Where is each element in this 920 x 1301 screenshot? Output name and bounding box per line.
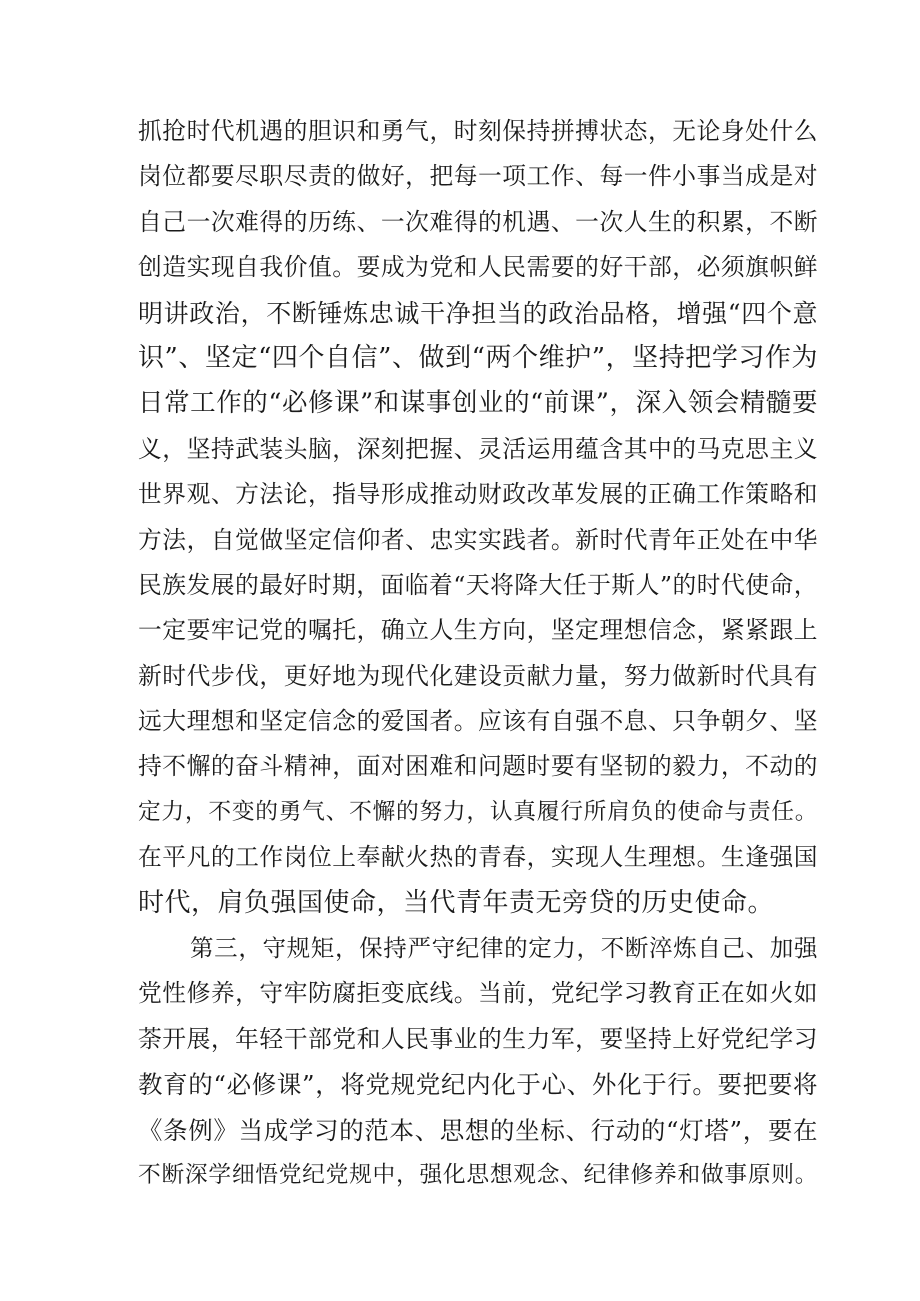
text-line: 世界观、方法论，指导形成推动财政改革发展的正确工作策略和 (138, 480, 818, 509)
text-line: 荼开展，年轻干部党和人民事业的生力军，要坚持上好党纪学习 (138, 1024, 818, 1053)
text-line: 一定要牢记党的嘱托，确立人生方向，坚定理想信念，紧紧跟上 (138, 616, 818, 645)
text-line: 日常工作的“必修课”和谋事创业的“前课”，深入领会精髓要 (138, 388, 818, 419)
text-line: 创造实现自我价值。要成为党和人民需要的好干部，必须旗帜鲜 (138, 253, 818, 282)
text-line: 教育的“必修课”，将党规党纪内化于心、外化于行。要把要将 (138, 1070, 818, 1100)
text-line: 在平凡的工作岗位上奉献火热的青春，实现人生理想。生逢强国 (138, 843, 818, 872)
text-line: 定力，不变的勇气、不懈的努力，认真履行所肩负的使命与责任。 (138, 798, 818, 825)
text-line: 方法，自觉做坚定信仰者、忠实实践者。新时代青年正处在中华 (138, 525, 818, 554)
text-line: 识”、坚定“四个自信”、做到“两个维护”，坚持把学习作为 (138, 342, 818, 373)
text-line: 党性修养，守牢防腐拒变底线。当前，党纪学习教育正在如火如 (138, 979, 818, 1008)
paragraph-start-line: 第三，守规矩，保持严守纪律的定力，不断淬炼自己、加强 (190, 934, 818, 963)
text-line: 远大理想和坚定信念的爱国者。应该有自强不息、只争朝夕、坚 (138, 707, 818, 736)
text-line: 《条例》当成学习的范本、思想的坐标、行动的“灯塔”，要在 (138, 1115, 818, 1145)
text-line: 明讲政治，不断锤炼忠诚干净担当的政治品格，增强“四个意 (138, 298, 818, 328)
body-text (138, 109, 818, 1198)
text-line: 不断深学细悟党纪党规中，强化思想观念、纪律修养和做事原则。 (138, 1161, 818, 1188)
paragraph-end-line: 时代，肩负强国使命，当代青年责无旁贷的历史使命。 (138, 887, 775, 918)
text-line: 自己一次难得的历练、一次难得的机遇、一次人生的积累，不断 (138, 207, 818, 236)
text-line: 抓抢时代机遇的胆识和勇气，时刻保持拼搏状态，无论身处什么 (138, 117, 818, 145)
text-line: 民族发展的最好时期，面临着“天将降大任于斯人”的时代使命， (138, 570, 819, 599)
text-line: 新时代步伐，更好地为现代化建设贡献力量，努力做新时代具有 (138, 661, 818, 690)
text-line: 岗位都要尽职尽责的做好，把每一项工作、每一件小事当成是对 (138, 162, 818, 191)
text-line: 持不懈的奋斗精神，面对困难和问题时要有坚韧的毅力，不动的 (138, 752, 818, 781)
text-line: 义，坚持武装头脑，深刻把握、灵活运用蕴含其中的马克思主义 (138, 434, 818, 463)
